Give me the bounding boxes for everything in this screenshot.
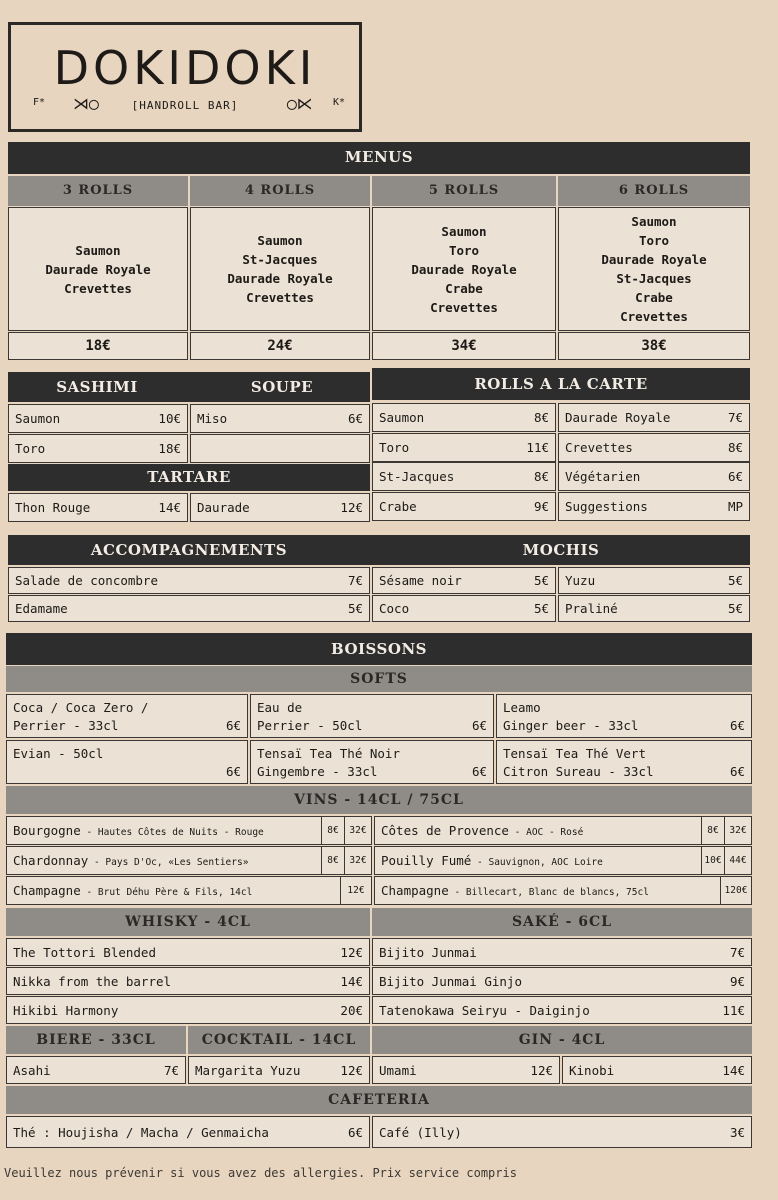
soft-drink [6,740,248,784]
menu-item: Toro 18€ [8,434,188,463]
menu-column-items [190,207,370,331]
item-price: 7€ [727,410,743,425]
menu-item: Miso 6€ [190,404,370,433]
item-name: Tatenokawa Seiryu - Daiginjo [379,1002,590,1018]
drink-line1: Eau de [257,700,303,715]
item-price: 8€ [727,440,743,455]
menu-column-item: St-Jacques [616,271,692,286]
fish-icon: ◯⋉ [287,94,313,113]
menu-item [372,996,752,1024]
wine-label [13,823,264,838]
item-name: Nikka from the barrel [13,973,172,989]
item-price: 9€ [729,973,745,989]
drink-line2: Perrier - 33cl [13,718,119,733]
drink-line1: Leamo [503,700,541,715]
accomp-mochis-header [8,535,750,565]
drink-line1: Tensaï Tea Thé Vert [503,746,646,761]
menu-column-item: St-Jacques [242,252,318,267]
biere-header: BIERE - 33CL [6,1026,186,1054]
wine-desc: - Billecart, Blanc de blancs, 75cl [448,887,649,898]
menu-item [558,567,750,594]
wine-desc: - Brut Déhu Père & Fils, 14cl [80,887,253,898]
wine-prices [701,847,751,874]
wine-item [6,846,372,875]
drink-line2-row [503,717,745,735]
accompagnements-title: ACCOMPAGNEMENTS [90,541,288,559]
brand-mark-right: K* [333,97,346,108]
menu-item: Kinobi 14€ [562,1056,752,1084]
drink-line2: Perrier - 50cl [257,718,363,733]
wine-name: Pouilly Fumé [381,853,472,868]
wine-prices [321,847,371,874]
wine-desc: - Sauvignon, AOC Loire [471,857,603,868]
wine-label [381,883,649,898]
menu-item [372,403,556,432]
soft-drink [496,740,752,784]
item-price: 14€ [340,973,363,989]
item-name: Saumon [379,410,425,425]
menu-column-item: Saumon [257,233,303,248]
wine-price-bottle: 44€ [724,847,751,874]
whisky-header: WHISKY - 4CL [6,908,370,936]
menu-item [558,595,750,622]
brand-name: DOKIDOKI [53,41,317,95]
menu-item: Salade de concombre 7€ [8,567,370,594]
wine-prices [720,877,751,904]
menu-column-item: Crabe [445,280,483,296]
wine-label [13,853,248,868]
drink-line1: Tensaï Tea Thé Noir [257,746,400,761]
menu-column-item: Crevettes [246,290,314,305]
drink-line2: Citron Sureau - 33cl [503,764,654,779]
drink-line2-row [13,763,241,781]
menu-column-item: Daurade Royale [227,271,333,286]
wine-price-glass: 12€ [340,877,371,904]
soft-drink [250,694,494,738]
item-price: 12€ [340,944,363,960]
item-name: Crabe [379,499,417,514]
menu-item [372,567,556,594]
wine-price-glass: 8€ [321,847,344,874]
item-name: St-Jacques [379,469,455,484]
wine-prices [701,817,751,844]
wine-name: Côtes de Provence [381,823,509,838]
menu-item: Umami 12€ [372,1056,560,1084]
menu-item [372,433,556,462]
wine-item [6,816,372,845]
drink-line2: Gingembre - 33cl [257,764,378,779]
item-name: Toro [379,440,410,455]
item-name: Suggestions [565,499,648,514]
menu-column-price: 24€ [190,332,370,360]
wine-name: Champagne [13,883,81,898]
menu-item: Margarita Yuzu 12€ [188,1056,370,1084]
menu-item [372,595,556,622]
item-price: 8€ [533,410,549,425]
soft-drink [250,740,494,784]
menu-column-price: 18€ [8,332,188,360]
drink-line2-row [257,717,487,735]
empty-cell [190,434,370,463]
menu-column-item: Daurade Royale [411,261,517,277]
menu-column-items [558,207,750,331]
mochis-title: MOCHIS [522,541,600,559]
soupe-title: SOUPE [250,378,314,396]
menu-item [6,938,370,966]
menu-item: Asahi 7€ [6,1056,186,1084]
menu-column-item: Crevettes [64,280,132,296]
soft-drink [496,694,752,738]
footer-note: Veuillez nous prévenir si vous avez des allergies. Prix service compris [4,1166,517,1180]
wine-name: Chardonnay [13,853,89,868]
item-name: The Tottori Blended [13,944,156,960]
item-price: 20€ [340,1002,363,1018]
item-price: 8€ [533,469,549,484]
item-price: 5€ [533,601,549,616]
vins-header: VINS - 14CL / 75CL [6,786,752,814]
drink-line1: Evian - 50cl [13,746,104,761]
item-name: Crevettes [565,440,633,455]
menu-column-items [372,207,556,331]
menu-column-item: Daurade Royale [601,252,707,267]
menu-column-item: Daurade Royale [45,261,151,277]
item-price: 5€ [727,601,743,616]
menu-item: Daurade 12€ [190,493,370,522]
drink-price: 6€ [225,718,241,733]
menu-item [6,996,370,1024]
item-name: Yuzu [565,573,596,588]
sake-header: SAKÉ - 6CL [372,908,752,936]
menu-column-items [8,207,188,331]
menu-column-item: Crabe [635,290,673,305]
wine-desc: - AOC - Rosé [508,827,584,838]
logo [8,22,362,132]
item-price: 5€ [727,573,743,588]
wine-price-glass: 8€ [701,817,724,844]
cocktail-header: COCKTAIL - 14CL [188,1026,370,1054]
item-price: 6€ [727,469,743,484]
menu-item: Thon Rouge 14€ [8,493,188,522]
drink-line2-row [503,763,745,781]
item-name: Sésame noir [379,573,462,588]
item-name: Végétarien [565,469,641,484]
menu-item [372,462,556,491]
wine-item [374,846,752,875]
item-price: 5€ [533,573,549,588]
drink-line2: Ginger beer - 33cl [503,718,639,733]
wine-desc: - Pays D'Oc, «Les Sentiers» [88,857,249,868]
menu-item [558,492,750,521]
drink-price: 6€ [225,764,241,779]
wine-name: Champagne [381,883,449,898]
item-price: 9€ [533,499,549,514]
menu-column-title: 3 ROLLS [8,176,188,206]
item-price: 11€ [722,1002,745,1018]
wine-prices [321,817,371,844]
drink-price: 6€ [471,718,487,733]
menu-column-item: Crevettes [620,309,688,324]
wine-prices [340,877,371,904]
soft-drink [6,694,248,738]
item-price: 7€ [729,944,745,960]
item-name: Praliné [565,601,618,616]
menu-item [558,403,750,432]
wine-label [13,883,252,898]
fish-icon: ⋊◯ [73,94,99,113]
drink-line2-row [257,763,487,781]
wine-desc: - Hautes Côtes de Nuits - Rouge [80,827,264,838]
item-name: Hikibi Harmony [13,1002,119,1018]
wine-price-bottle: 32€ [724,817,751,844]
menu-item: Thé : Houjisha / Macha / Genmaicha 6€ [6,1116,370,1148]
softs-header: SOFTS [6,666,752,692]
brand-mark-left: F* [33,97,46,108]
brand-sub: [HANDROLL BAR] [131,99,239,112]
wine-label [381,823,583,838]
menu-column-item: Toro [448,242,480,258]
menu-column-title: 5 ROLLS [372,176,556,206]
menu-item: Café (Illy) 3€ [372,1116,752,1148]
menu-item [6,967,370,995]
drink-price: 6€ [729,718,745,733]
menu-column-item: Crevettes [430,299,498,315]
sashimi-title: SASHIMI [56,378,138,396]
item-name: Coco [379,601,410,616]
drink-line2-row [13,717,241,735]
sashimi-soupe-header [8,372,370,402]
menu-item [372,967,752,995]
drink-price: 6€ [729,764,745,779]
drink-line1: Coca / Coca Zero / [13,700,149,715]
item-name: Bijito Junmai [379,944,477,960]
drink-price: 6€ [471,764,487,779]
menu-item [372,938,752,966]
gin-header: GIN - 4CL [372,1026,752,1054]
menus-header: MENUS [8,142,750,174]
wine-price-bottle: 32€ [344,817,371,844]
tartare-title: TARTARE [8,464,370,491]
menu-item: Saumon 10€ [8,404,188,433]
menu-column-price: 34€ [372,332,556,360]
menu-item: Edamame 5€ [8,595,370,622]
menu-column-item: Saumon [75,242,121,258]
cafeteria-header: CAFETERIA [6,1086,752,1114]
menu-item [372,492,556,521]
item-price: MP [727,499,743,514]
wine-price-glass: 10€ [701,847,724,874]
item-price: 11€ [526,440,549,455]
wine-price-glass: 8€ [321,817,344,844]
wine-price-bottle: 32€ [344,847,371,874]
wine-item [374,876,752,905]
wine-label [381,853,603,868]
menu-column-item: Saumon [441,223,487,239]
boissons-header: BOISSONS [6,633,752,665]
menu-column-title: 4 ROLLS [190,176,370,206]
wine-item [374,816,752,845]
menu-column-item: Toro [638,233,670,248]
rolls-header: ROLLS A LA CARTE [372,368,750,400]
item-name: Bijito Junmai Ginjo [379,973,522,989]
item-name: Daurade Royale [565,410,671,425]
menu-column-title: 6 ROLLS [558,176,750,206]
wine-item [6,876,372,905]
menu-item [558,433,750,462]
wine-name: Bourgogne [13,823,81,838]
wine-price-glass: 120€ [720,877,751,904]
menu-item [558,462,750,491]
menu-column-price: 38€ [558,332,750,360]
menu-column-item: Saumon [631,214,677,229]
